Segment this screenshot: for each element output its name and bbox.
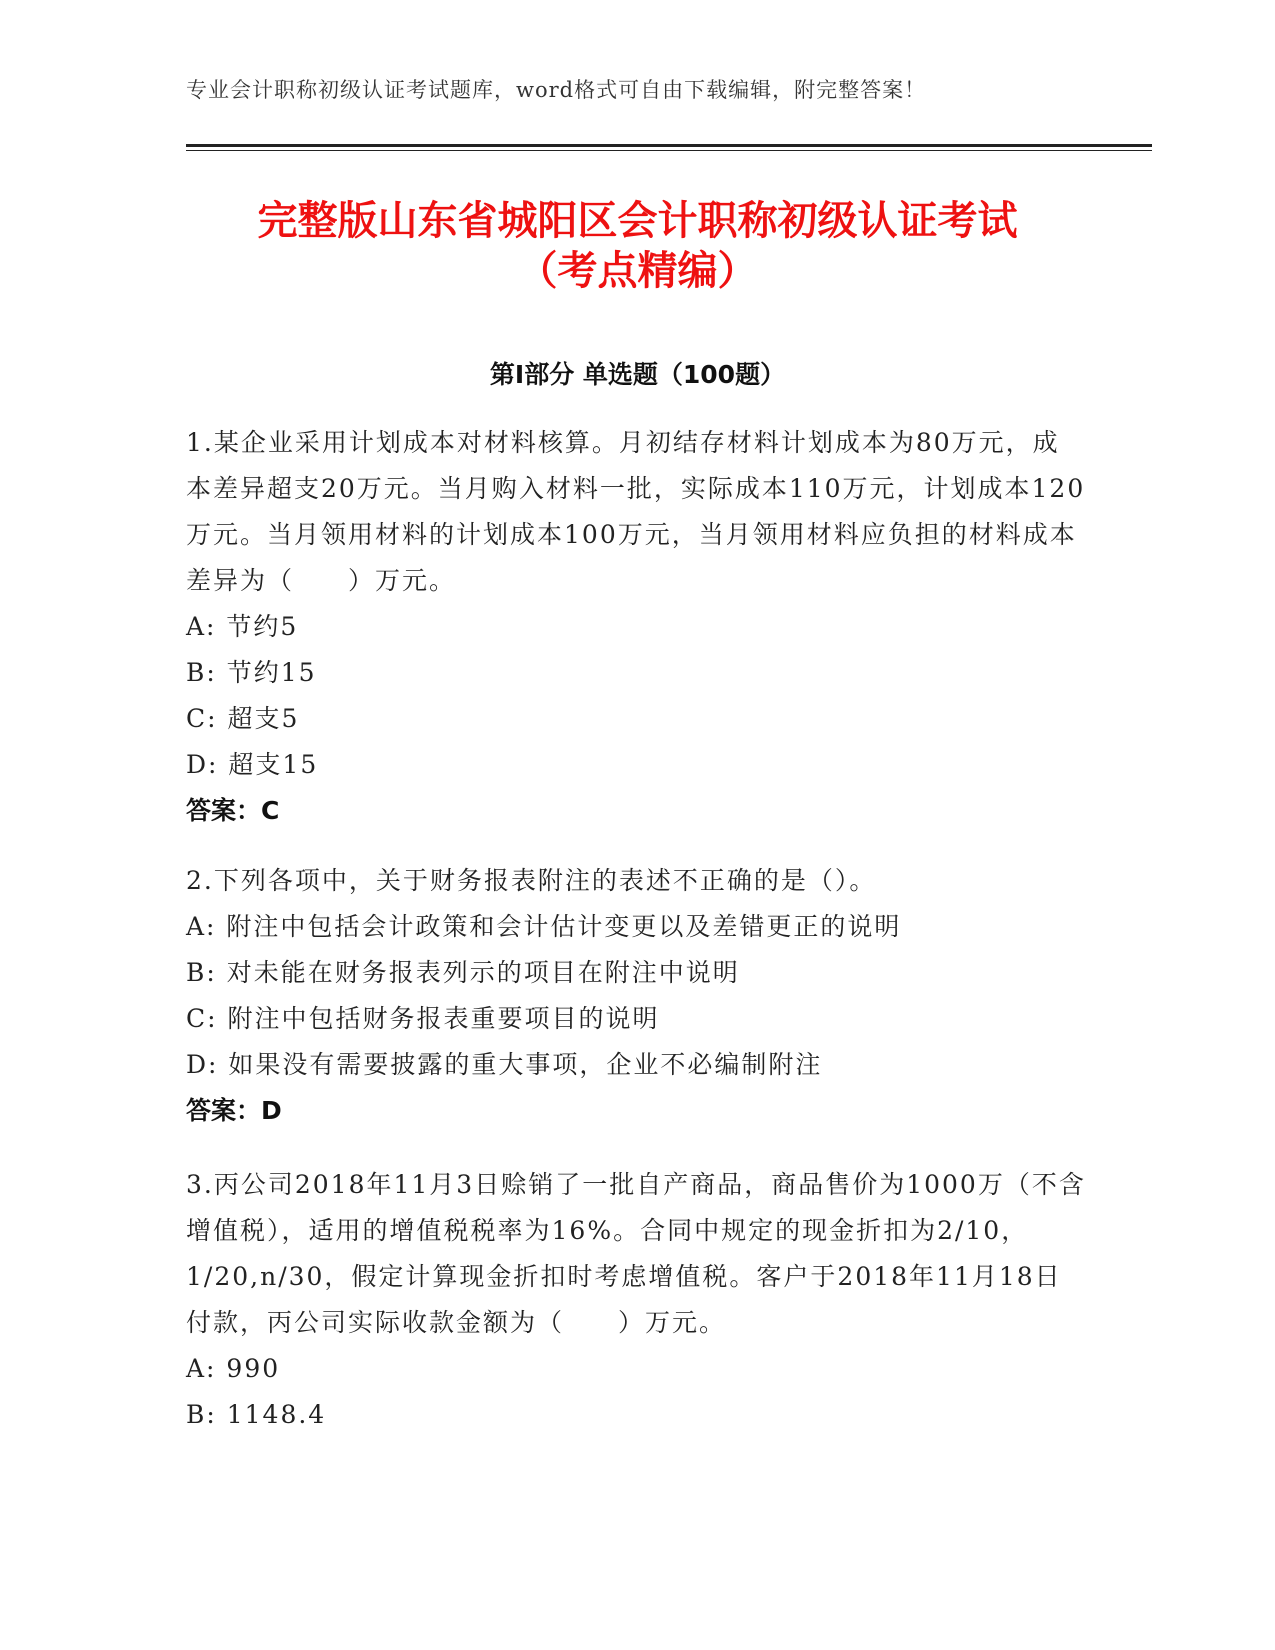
question-3 (186, 1162, 1086, 1438)
document-title-line2: （考点精编） (517, 248, 758, 294)
option-d: D: 超支15 (186, 750, 319, 779)
question-stem: 3.丙公司2018年11月3日赊销了一批自产商品，商品售价为1000万（不含增值税），适用的增值税税率为16%。合同中规定的现金折扣为2/10，1/20,n/30，假定计算现金折扣时考虑增值税。客户于2018年11月18日付款，丙公司实际收款金额为（ ）万元。 (186, 1170, 1086, 1337)
document-title-line1: 完整版山东省城阳区会计职称初级认证考试 (257, 198, 1018, 244)
question-stem: 2.下列各项中，关于财务报表附注的表述不正确的是（）。 (186, 866, 877, 895)
header-rule-thin (186, 150, 1152, 151)
option-a: A: 附注中包括会计政策和会计估计变更以及差错更正的说明 (186, 912, 902, 941)
document-title (186, 196, 1089, 296)
question-2 (186, 858, 1086, 1134)
option-b: B: 节约15 (186, 658, 317, 687)
option-c: C: 附注中包括财务报表重要项目的说明 (186, 1004, 660, 1033)
option-b: B: 对未能在财务报表列示的项目在附注中说明 (186, 958, 740, 987)
answer: 答案：D (186, 1096, 282, 1125)
section-title: 第Ⅰ部分 单选题（100题） (489, 360, 786, 389)
header-rule-thick (186, 144, 1152, 147)
option-d: D: 如果没有需要披露的重大事项，企业不必编制附注 (186, 1050, 823, 1079)
option-a: A: 节约5 (186, 612, 299, 641)
question-stem: 1.某企业采用计划成本对材料核算。月初结存材料计划成本为80万元，成本差异超支20万元。当月购入材料一批，实际成本110万元，计划成本120万元。当月领用材料的计划成本100万元，当月领用材料应负担的材料成本差异为（ ）万元。 (186, 428, 1086, 595)
option-c: C: 超支5 (186, 704, 300, 733)
page-header: 专业会计职称初级认证考试题库，word格式可自由下载编辑，附完整答案！ (186, 78, 927, 102)
option-b: B: 1148.4 (186, 1400, 327, 1429)
option-a: A: 990 (186, 1354, 281, 1383)
question-1 (186, 420, 1086, 834)
answer: 答案：C (186, 796, 280, 825)
